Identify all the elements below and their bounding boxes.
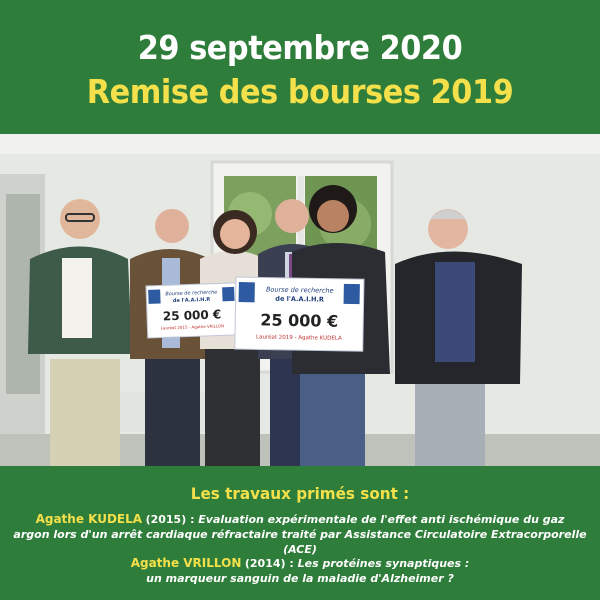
award-2-desc-line1: Les protéines synaptiques :	[297, 557, 470, 570]
footer-banner	[0, 466, 600, 600]
check-2-line1: Bourse de recherche	[265, 285, 334, 295]
awards-heading: Les travaux primés sont :	[190, 484, 410, 503]
check-2-laureate: Lauréat 2019 - Agathe KUDELA	[256, 334, 342, 342]
award-2-year: (2014)	[244, 557, 286, 570]
award-2-desc-line2: un marqueur sanguin de la maladie d'Alzheimer ?	[146, 572, 454, 585]
check-1	[146, 283, 238, 338]
group-photo	[0, 134, 600, 466]
header-banner	[0, 0, 600, 134]
award-1-sep: :	[186, 513, 199, 526]
event-date: 29 septembre 2020	[137, 28, 463, 67]
check-1-line1: Bourse de recherche	[165, 289, 218, 298]
check-2-amount: 25 000 €	[260, 310, 339, 331]
check-1-line2: de l'A.A.I.H.R	[172, 296, 211, 305]
check-1-laureate: Lauréat 2015 - Agathe VRILLON	[160, 323, 225, 331]
check-2-line2: de l'A.A.I.H.R	[275, 294, 324, 304]
award-1-desc-line1: Evaluation expérimentale de l'effet anti ischémique du gaz	[198, 513, 565, 526]
check-1-amount: 25 000 €	[162, 307, 222, 324]
photo-illustration	[0, 134, 600, 466]
check-2	[235, 277, 364, 351]
award-2-sep: :	[285, 557, 298, 570]
page-title: Remise des bourses 2019	[86, 72, 514, 111]
award-1-name: Agathe KUDELA	[35, 512, 143, 526]
award-1-desc-line2: argon lors d'un arrêt cardiaque réfractaire traité par Assistance Circulatoire Extracorporelle (ACE)	[13, 528, 587, 556]
award-1	[0, 512, 600, 557]
award-2	[0, 556, 600, 586]
award-1-year: (2015)	[145, 513, 187, 526]
award-2-name: Agathe VRILLON	[130, 556, 242, 570]
